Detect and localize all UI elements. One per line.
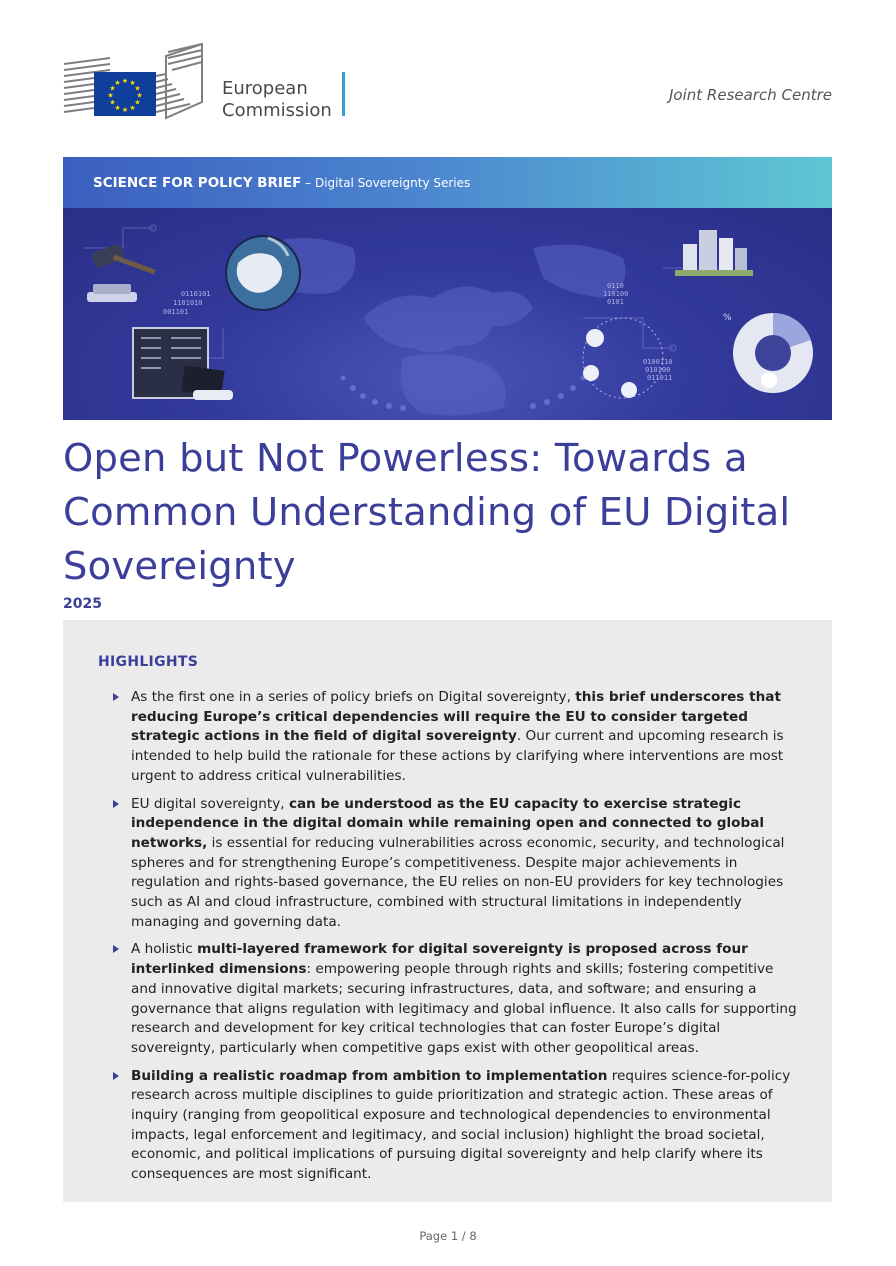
highlight-3-bold: multi-layered framework for digital sovereignty is proposed across four interlinked dimensions xyxy=(131,941,748,978)
logo-line-2: Commission xyxy=(222,100,332,121)
gavel-icon xyxy=(87,243,156,302)
binary-a-2: 1101010 xyxy=(173,299,203,307)
binary-b-2: 010100 xyxy=(645,366,671,374)
svg-text:★: ★ xyxy=(129,104,136,112)
svg-text:★: ★ xyxy=(134,98,141,107)
highlight-3-rest: : empowering people through rights and skills; fostering competitive and innovative digital markets; securing infrastructures, data, and software; and ensuring a governance that aligns regulation with legitimacy and global influence. It also calls for supporting research and development for key critical technologies that can foster Europe’s digital sovereignty, particularly when competitive gaps exist with other geopolitical areas. xyxy=(131,961,797,1056)
binary-a-3: 001101 xyxy=(163,308,189,316)
binary-text-c xyxy=(603,282,628,306)
logo-line-1: European xyxy=(222,78,308,99)
svg-text:★: ★ xyxy=(121,106,129,114)
svg-text:★: ★ xyxy=(114,104,121,112)
series-brief-label: SCIENCE FOR POLICY BRIEF xyxy=(93,175,302,191)
logo-accent-bar xyxy=(342,72,345,116)
series-banner xyxy=(63,157,832,208)
svg-text:★: ★ xyxy=(114,79,121,87)
bullet-arrow-icon xyxy=(113,1072,119,1080)
highlight-3-text: A holistic xyxy=(131,941,198,958)
server-rack-icon xyxy=(133,328,233,400)
title-line-1: Open but Not Powerless: Towards a xyxy=(63,436,748,481)
highlight-4-rest: requires science-for-policy research across multiple disciplines to guide prioritization and strategic action. These areas of inquiry (ranging from geopolitical exposure and technological dependencies to environmental impacts, legal enforcement and legitimacy, and social inclusion) highlight the broad societal, economic, and political implications of pursuing digital sovereignty and help clarify where its consequences are most significant. xyxy=(131,1067,791,1183)
bullet-arrow-icon xyxy=(113,945,119,953)
binary-a-1: 0110101 xyxy=(181,290,211,298)
city-icon xyxy=(675,230,753,276)
highlight-1-text: As the first one in a series of policy briefs on Digital sovereignty, xyxy=(131,689,576,705)
svg-text:★: ★ xyxy=(136,91,143,100)
highlight-item-1 xyxy=(113,688,803,787)
highlight-2-rest: is essential for reducing vulnerabilities across economic, security, and technological spheres and for strengthening Europe’s competitiveness. Despite major achievements in regulation and rights-based governance, the EU relies on non-EU providers for key technologies such as AI and cloud infrastructure, combined with structural limitations in independently managing and governing data. xyxy=(131,834,785,930)
series-name: – Digital Sovereignty Series xyxy=(301,176,471,190)
svg-text:★: ★ xyxy=(134,84,141,93)
bullet-arrow-icon xyxy=(113,693,119,701)
highlight-item-4 xyxy=(113,1067,803,1185)
highlight-1-bold: this brief underscores that reducing Europe’s critical dependencies will require the EU to consider targeted strategic actions in the field of digital sovereignty xyxy=(131,689,781,745)
binary-b-3: 011011 xyxy=(647,374,673,382)
binary-b-1: 0100110 xyxy=(643,358,673,366)
binary-text-b xyxy=(643,358,673,382)
highlights-list xyxy=(113,688,803,1193)
page-number: Page 1 / 8 xyxy=(419,1229,477,1243)
percent-symbol: % xyxy=(723,313,732,323)
binary-c-2: 110100 xyxy=(603,290,629,298)
svg-text:★: ★ xyxy=(109,98,116,107)
globe-icon xyxy=(225,235,301,311)
euro-icon xyxy=(761,372,777,388)
svg-text:★: ★ xyxy=(109,84,116,93)
binary-c-3: 0101 xyxy=(607,298,624,306)
svg-text:★: ★ xyxy=(129,79,136,87)
svg-text:★: ★ xyxy=(107,91,114,100)
pie-chart-icon xyxy=(723,313,813,393)
highlight-1-rest: . Our current and upcoming research is intended to help build the rationale for these actions by clarifying where interventions are most urgent to address critical vulnerabilities. xyxy=(131,728,784,784)
title-line-2: Common Understanding of EU Digital xyxy=(63,490,791,535)
joint-research-centre-label: Joint Research Centre xyxy=(669,86,832,104)
cover-illustration xyxy=(63,208,832,420)
highlight-4-bold: Building a realistic roadmap from ambition to implementation xyxy=(131,1067,608,1084)
svg-text:★: ★ xyxy=(121,77,129,85)
highlight-item-3 xyxy=(113,940,803,1058)
binary-text-a xyxy=(163,290,211,316)
series-title xyxy=(93,175,470,191)
highlights-box xyxy=(63,620,832,1202)
highlight-2-text: EU digital sovereignty, xyxy=(131,795,289,812)
eu-flag-icon xyxy=(94,72,156,116)
highlight-item-2 xyxy=(113,795,803,933)
title-line-3: Sovereignty xyxy=(63,544,296,589)
bullet-arrow-icon xyxy=(113,800,119,808)
binary-c-1: 0110 xyxy=(607,282,624,290)
highlight-2-bold: can be understood as the EU capacity to exercise strategic independence in the digital domain while remaining open and connected to global networks, xyxy=(131,795,765,851)
publication-year: 2025 xyxy=(63,596,102,612)
highlights-heading: HIGHLIGHTS xyxy=(98,654,199,670)
european-commission-logo xyxy=(62,42,352,122)
world-map-shape xyxy=(253,238,629,416)
cover-illustration-art xyxy=(63,208,832,420)
logo-wordmark xyxy=(222,78,332,122)
page-title xyxy=(63,432,823,594)
